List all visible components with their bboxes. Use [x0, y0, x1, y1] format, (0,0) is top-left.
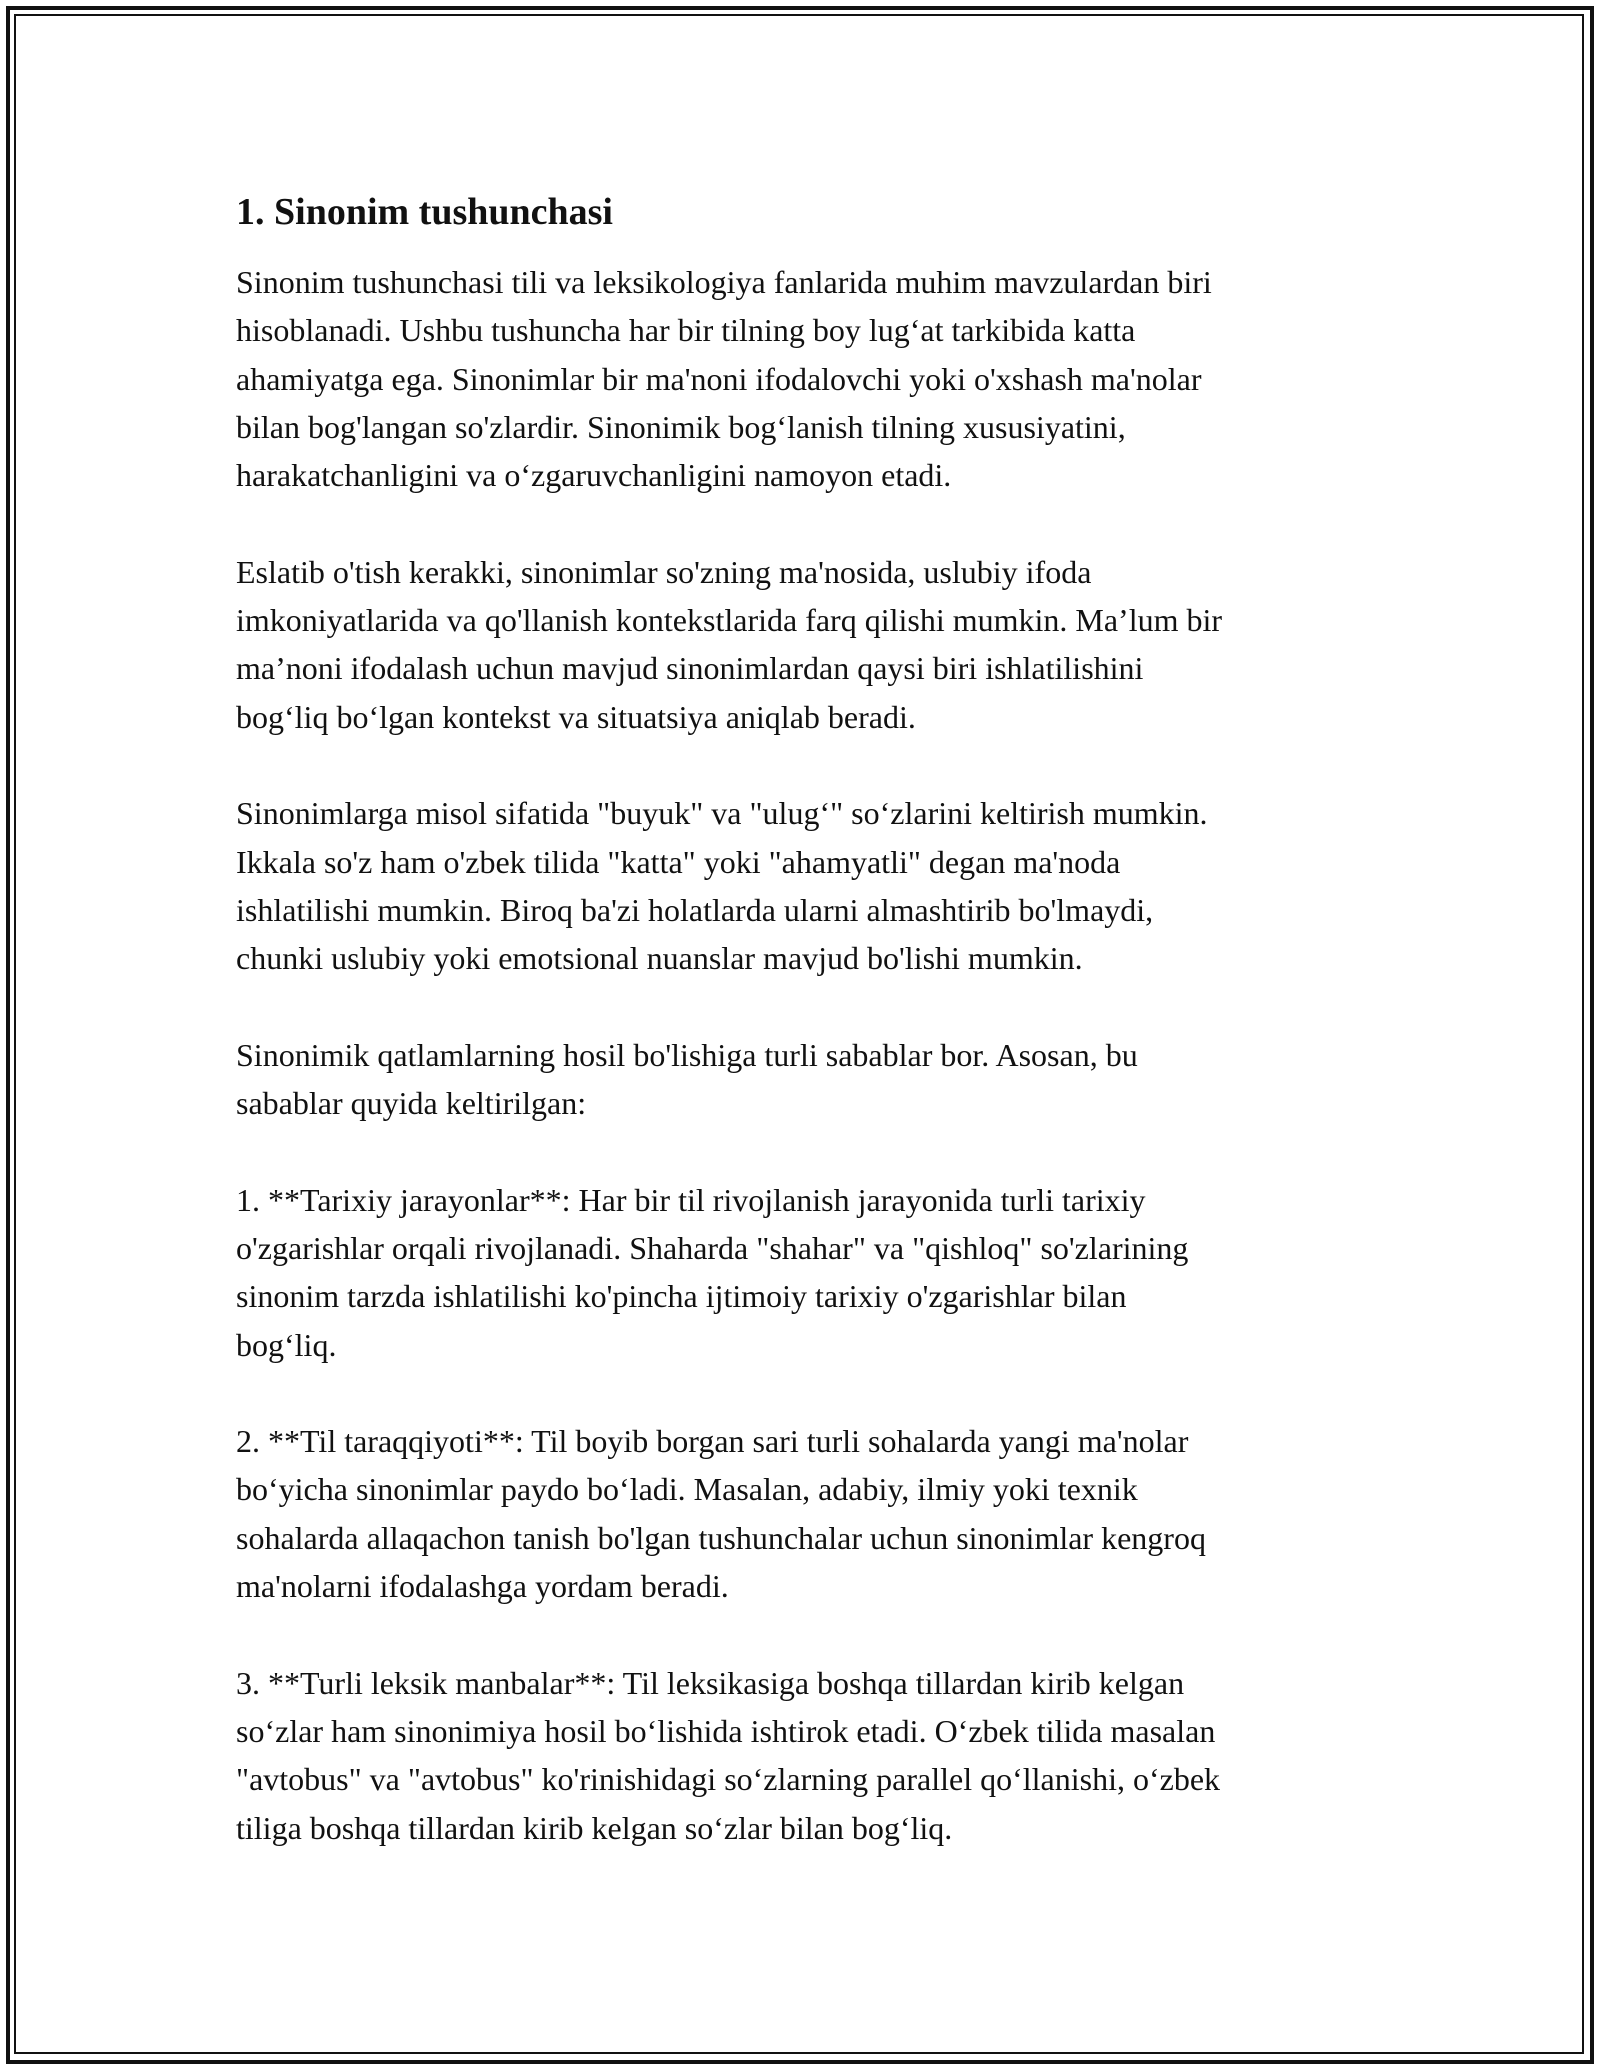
text-line: Ikkala so'z ham o'zbek tilida "katta" yoki "ahamyatli" degan ma'noda — [236, 843, 1121, 880]
text-line: Sinonimik qatlamlarning hosil bo'lishiga turli sabablar bor. Asosan, bu — [236, 1036, 1138, 1073]
text-line: chunki uslubiy yoki emotsional nuanslar mavjud bo'lishi mumkin. — [236, 940, 1083, 977]
text-line: o'zgarishlar orqali rivojlanadi. Shaharda "shahar" va "qishloq" so'zlarining — [236, 1229, 1189, 1266]
text-line: ishlatilishi mumkin. Biroq ba'zi holatlarda ularni almashtirib bo'lmaydi, — [236, 891, 1154, 928]
text-line: hisoblanadi. Ushbu tushuncha har bir tilning boy lug‘at tarkibida katta — [236, 312, 1136, 349]
text-line: ma'nolarni ifodalashga yordam beradi. — [236, 1568, 729, 1605]
text-line: "avtobus" va "avtobus" ko'rinishidagi so‘zlarning parallel qo‘llanishi, o‘zbek — [236, 1761, 1221, 1798]
text-line: harakatchanligini va o‘zgaruvchanligini namoyon etadi. — [236, 457, 952, 494]
paragraph-example — [236, 789, 1376, 982]
text-line: sohalarda allaqachon tanish bo'lgan tushunchalar uchun sinonimlar kengroq — [236, 1519, 1206, 1556]
text-line: imkoniyatlarida va qo'llanish kontekstlarida farq qilishi mumkin. Ma’lum bir — [236, 602, 1223, 639]
list-item-historical — [236, 1176, 1376, 1369]
text-line: ahamiyatga ega. Sinonimlar bir ma'noni ifodalovchi yoki o'xshash ma'nolar — [236, 360, 1202, 397]
text-line: 3. **Turli leksik manbalar**: Til leksikasiga boshqa tillardan kirib kelgan — [236, 1664, 1185, 1701]
paragraph-causes-intro — [236, 1031, 1376, 1128]
text-line: bog‘liq. — [236, 1326, 337, 1363]
text-line: 1. **Tarixiy jarayonlar**: Har bir til rivojlanish jarayonida turli tarixiy — [236, 1181, 1146, 1218]
text-line: so‘zlar ham sinonimiya hosil bo‘lishida ishtirok etadi. O‘zbek tilida masalan — [236, 1712, 1216, 1749]
text-line: Sinonimlarga misol sifatida "buyuk" va "ulug‘" so‘zlarini keltirish mumkin. — [236, 795, 1208, 832]
paragraph-context — [236, 548, 1376, 741]
text-line: Eslatib o'tish kerakki, sinonimlar so'zning ma'nosida, uslubiy ifoda — [236, 553, 1092, 590]
list-item-development — [236, 1417, 1376, 1610]
text-line: Sinonim tushunchasi tili va leksikologiya fanlarida muhim mavzulardan biri — [236, 264, 1212, 300]
text-line: tiliga boshqa tillardan kirib kelgan so‘zlar bilan bog‘liq. — [236, 1809, 953, 1846]
section-title: 1. Sinonim tushunchasi — [236, 191, 613, 233]
text-line: sabablar quyida keltirilgan: — [236, 1085, 587, 1122]
text-line: bog‘liq bo‘lgan kontekst va situatsiya aniqlab beradi. — [236, 698, 916, 735]
document-body — [236, 188, 1376, 1900]
list-item-lexical-sources — [236, 1659, 1376, 1852]
text-line: bilan bog'langan so'zlardir. Sinonimik bog‘lanish tilning xususiyatini, — [236, 408, 1126, 445]
text-line: 2. **Til taraqqiyoti**: Til boyib borgan sari turli sohalarda yangi ma'nolar — [236, 1423, 1189, 1460]
text-line: ma’noni ifodalash uchun mavjud sinonimlardan qaysi biri ishlatilishini — [236, 650, 1144, 687]
paragraph-intro — [236, 258, 1376, 499]
text-line: bo‘yicha sinonimlar paydo bo‘ladi. Masalan, adabiy, ilmiy yoki texnik — [236, 1471, 1138, 1508]
text-line: sinonim tarzda ishlatilishi ko'pincha ijtimoiy tarixiy o'zgarishlar bilan — [236, 1278, 1127, 1315]
